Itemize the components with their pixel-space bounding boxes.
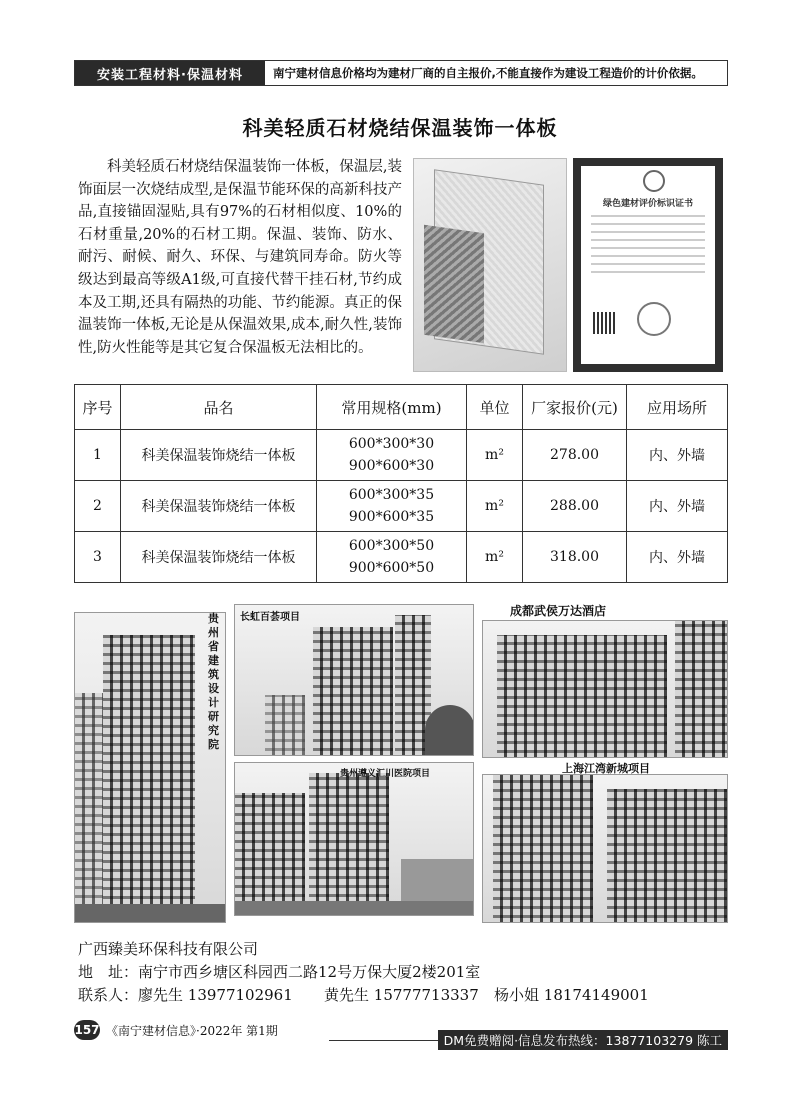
table-row xyxy=(75,532,728,583)
hotline-banner: DM免费赠阅·信息发布热线：13877103279 陈工 xyxy=(438,1030,728,1050)
cell-spec xyxy=(317,481,467,532)
cell-spec xyxy=(317,532,467,583)
intro-paragraph: 科美轻质石材烧结保温装饰一体板，保温层,装饰面层一次烧结成型,是保温节能环保的高新科技产品,直接锚固湿贴,具有97%的石材相似度、10%的石材重量,20%的石材工期。保温、装饰、防水、耐污、耐候、耐久、环保、与建筑同寿命。防火等级达到最高等级A1级,可直接代替干挂石材,节约成本及工期,还具有隔热的功能、节约能源。真正的保温装饰一体板,无论是从保温效果,成本,耐久性,装饰性,防火性能等是其它复合保温板无法相比的。 xyxy=(78,159,402,356)
cell-unit: m² xyxy=(467,532,523,583)
table-row xyxy=(75,481,728,532)
cell-name: 科美保温装饰烧结一体板 xyxy=(121,430,317,481)
spec-line: 600*300*35 xyxy=(348,487,435,503)
project-photo-shanghai-jiangwan xyxy=(482,774,728,923)
col-header: 品名 xyxy=(121,385,317,430)
page-title: 科美轻质石材烧结保温装饰一体板 xyxy=(242,116,558,140)
col-header: 序号 xyxy=(75,385,121,430)
panel-core-image xyxy=(424,225,484,343)
label-shanghai-jiangwan: 上海江湾新城项目 xyxy=(562,762,650,775)
section-tag: 安装工程材料·保温材料 xyxy=(75,61,265,85)
address-value: 南宁市西乡塘区科园西二路12号万保大厦2楼201室 xyxy=(138,963,481,981)
cell-name: 科美保温装饰烧结一体板 xyxy=(121,532,317,583)
header-bar xyxy=(74,60,728,86)
emblem-icon xyxy=(643,170,665,192)
cell-place: 内、外墙 xyxy=(627,532,728,583)
certificate-title: 绿色建材评价标识证书 xyxy=(602,199,693,209)
contact-huang: 黄先生 15777713337 xyxy=(324,986,479,1004)
disclaimer-note: 南宁建材信息价格均为建材厂商的自主报价,不能直接作为建设工程造价的计价依据。 xyxy=(273,66,703,80)
table-row xyxy=(75,430,728,481)
cell-price: 288.00 xyxy=(523,481,627,532)
product-photo xyxy=(413,158,567,372)
col-header: 常用规格(mm) xyxy=(317,385,467,430)
table-header-row xyxy=(75,385,728,430)
cell-unit: m² xyxy=(467,481,523,532)
cell-no: 3 xyxy=(75,532,121,583)
cell-place: 内、外墙 xyxy=(627,430,728,481)
cell-price: 318.00 xyxy=(523,532,627,583)
company-name: 广西臻美环保科技有限公司 xyxy=(78,940,259,958)
cell-price: 278.00 xyxy=(523,430,627,481)
journal-name: 《南宁建材信息》·2022年 第1期 xyxy=(106,1024,278,1038)
col-header: 厂家报价(元) xyxy=(523,385,627,430)
project-photo-changhong xyxy=(234,604,474,756)
company-contacts xyxy=(78,984,649,1007)
spec-line: 600*300*50 xyxy=(348,538,435,554)
project-photo-zunyi-hospital xyxy=(234,762,474,916)
page-footer xyxy=(74,1020,728,1048)
price-table xyxy=(74,384,728,583)
cell-place: 内、外墙 xyxy=(627,481,728,532)
spec-line: 900*600*35 xyxy=(348,509,435,525)
address-label: 地 址： xyxy=(78,963,139,981)
certificate-photo xyxy=(573,158,723,372)
project-photo-chengdu-wanda xyxy=(482,620,728,758)
spec-line: 900*600*50 xyxy=(348,560,435,576)
contact-liao: 廖先生 13977102961 xyxy=(138,986,293,1004)
label-guizhou-institute: 贵州省建筑设计研究院 xyxy=(208,612,219,751)
company-address xyxy=(78,961,649,984)
spec-line: 600*300*30 xyxy=(348,436,435,452)
company-info xyxy=(78,938,649,1007)
contact-label: 联系人： xyxy=(78,986,139,1004)
label-changhong: 长虹百荟项目 xyxy=(240,612,300,623)
cell-spec xyxy=(317,430,467,481)
cell-unit: m² xyxy=(467,430,523,481)
spec-line: 900*600*30 xyxy=(348,458,435,474)
cell-no: 2 xyxy=(75,481,121,532)
col-header: 单位 xyxy=(467,385,523,430)
project-gallery xyxy=(74,598,728,923)
label-chengdu-wanda: 成都武侯万达酒店 xyxy=(510,604,607,618)
qr-code-icon xyxy=(593,312,615,334)
stamp-icon xyxy=(637,302,671,336)
cell-no: 1 xyxy=(75,430,121,481)
contact-yang: 杨小姐 18174149001 xyxy=(494,986,649,1004)
col-header: 应用场所 xyxy=(627,385,728,430)
project-photo-guizhou-institute xyxy=(74,612,226,923)
page-number: 157 xyxy=(74,1020,100,1040)
cell-name: 科美保温装饰烧结一体板 xyxy=(121,481,317,532)
label-zunyi-hospital: 贵州遵义汇川医院项目 xyxy=(340,769,431,779)
